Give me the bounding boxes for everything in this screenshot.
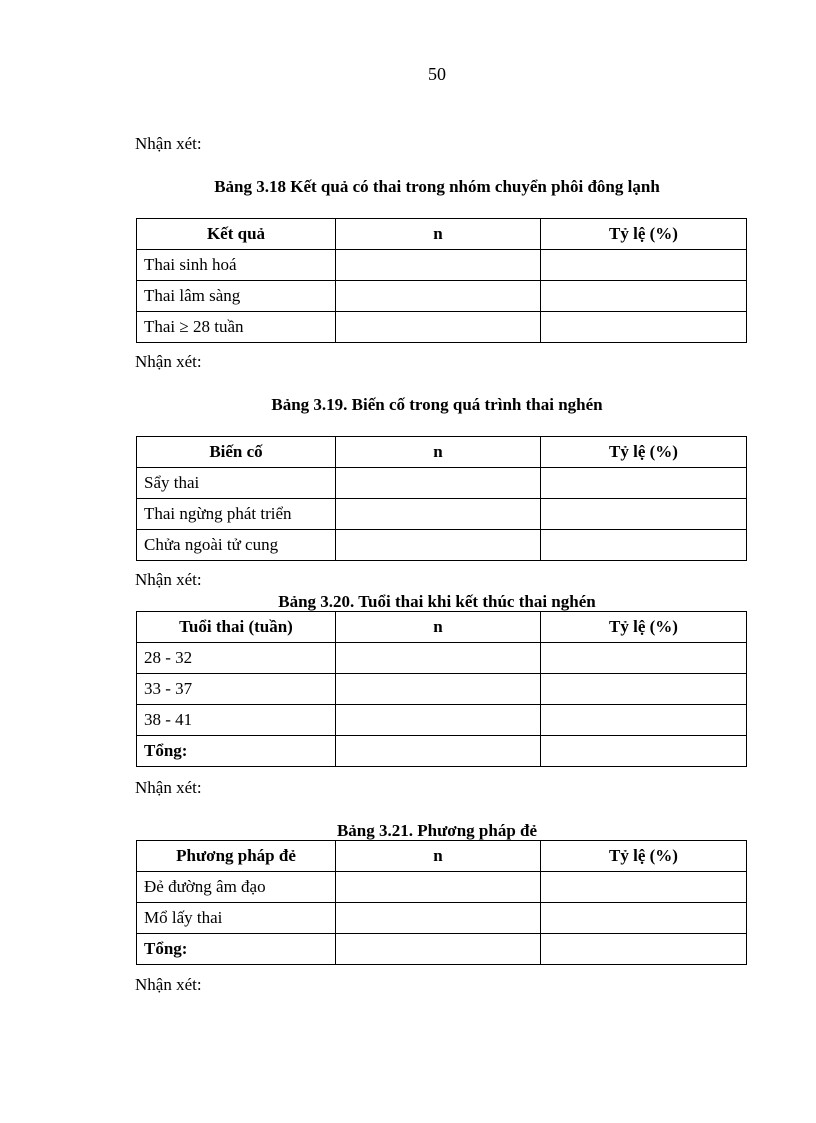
table-cell[interactable] [336, 468, 541, 499]
row-label: Đẻ đường âm đạo [137, 872, 336, 903]
table-cell[interactable] [336, 903, 541, 934]
table-cell[interactable] [336, 643, 541, 674]
table-cell[interactable] [336, 312, 541, 343]
table-total-row [137, 934, 747, 965]
table-row [137, 643, 747, 674]
table-cell[interactable] [336, 705, 541, 736]
events-table-3-19 [136, 436, 747, 561]
total-label: Tổng: [137, 934, 336, 965]
table-total-row [137, 736, 747, 767]
results-table-3-18 [136, 218, 747, 343]
column-header: n [336, 219, 541, 250]
remark-label: Nhận xét: [135, 134, 202, 153]
row-label: Chửa ngoài tử cung [137, 530, 336, 561]
column-header: Phương pháp đẻ [137, 841, 336, 872]
table-caption: Bảng 3.21. Phương pháp đẻ [336, 821, 538, 840]
table-cell[interactable] [541, 872, 747, 903]
table-cell[interactable] [541, 250, 747, 281]
row-label: 38 - 41 [137, 705, 336, 736]
table-cell[interactable] [541, 674, 747, 705]
remark-label: Nhận xét: [135, 352, 202, 371]
remark-label: Nhận xét: [135, 975, 202, 994]
column-header: Tỷ lệ (%) [541, 841, 747, 872]
table-row [137, 705, 747, 736]
table-cell[interactable] [541, 903, 747, 934]
table-row [137, 250, 747, 281]
table-cell[interactable] [336, 674, 541, 705]
table-cell[interactable] [336, 872, 541, 903]
column-header: Tỷ lệ (%) [541, 437, 747, 468]
table-cell[interactable] [336, 499, 541, 530]
row-label: Thai ≥ 28 tuần [137, 312, 336, 343]
gestational-age-table-3-20 [136, 611, 747, 767]
table-row [137, 674, 747, 705]
table-row [137, 903, 747, 934]
table-row [137, 312, 747, 343]
column-header: Tỷ lệ (%) [541, 219, 747, 250]
row-label: Thai ngừng phát triển [137, 499, 336, 530]
delivery-method-table-3-21 [136, 840, 747, 965]
row-label: Thai lâm sàng [137, 281, 336, 312]
column-header: n [336, 437, 541, 468]
table-cell[interactable] [541, 499, 747, 530]
column-header: Kết quả [137, 219, 336, 250]
remark-label: Nhận xét: [135, 570, 202, 589]
table-cell[interactable] [541, 530, 747, 561]
table-row [137, 872, 747, 903]
table-cell[interactable] [336, 530, 541, 561]
row-label: Thai sinh hoá [137, 250, 336, 281]
table-row [137, 530, 747, 561]
table-caption: Bảng 3.20. Tuổi thai khi kết thúc thai nghén [278, 592, 596, 611]
row-label: Mổ lấy thai [137, 903, 336, 934]
row-label: 28 - 32 [137, 643, 336, 674]
table-cell[interactable] [541, 468, 747, 499]
column-header: n [336, 841, 541, 872]
table-cell[interactable] [541, 934, 747, 965]
table-caption: Bảng 3.18 Kết quả có thai trong nhóm chuyển phôi đông lạnh [214, 177, 660, 196]
column-header: Tỷ lệ (%) [541, 612, 747, 643]
table-header-row [137, 219, 747, 250]
table-cell[interactable] [541, 281, 747, 312]
row-label: 33 - 37 [137, 674, 336, 705]
table-cell[interactable] [336, 281, 541, 312]
row-label: Sẩy thai [137, 468, 336, 499]
column-header: n [336, 612, 541, 643]
table-cell[interactable] [336, 250, 541, 281]
remark-label: Nhận xét: [135, 778, 202, 797]
table-row [137, 281, 747, 312]
total-label: Tổng: [137, 736, 336, 767]
table-caption: Bảng 3.19. Biến cố trong quá trình thai nghén [271, 395, 603, 414]
column-header: Biến cố [137, 437, 336, 468]
table-cell[interactable] [336, 934, 541, 965]
table-cell[interactable] [336, 736, 541, 767]
table-header-row [137, 437, 747, 468]
table-row [137, 468, 747, 499]
table-cell[interactable] [541, 312, 747, 343]
table-cell[interactable] [541, 643, 747, 674]
table-header-row [137, 841, 747, 872]
page-number: 50 [428, 64, 446, 84]
table-cell[interactable] [541, 736, 747, 767]
column-header: Tuổi thai (tuần) [137, 612, 336, 643]
table-cell[interactable] [541, 705, 747, 736]
table-row [137, 499, 747, 530]
table-header-row [137, 612, 747, 643]
